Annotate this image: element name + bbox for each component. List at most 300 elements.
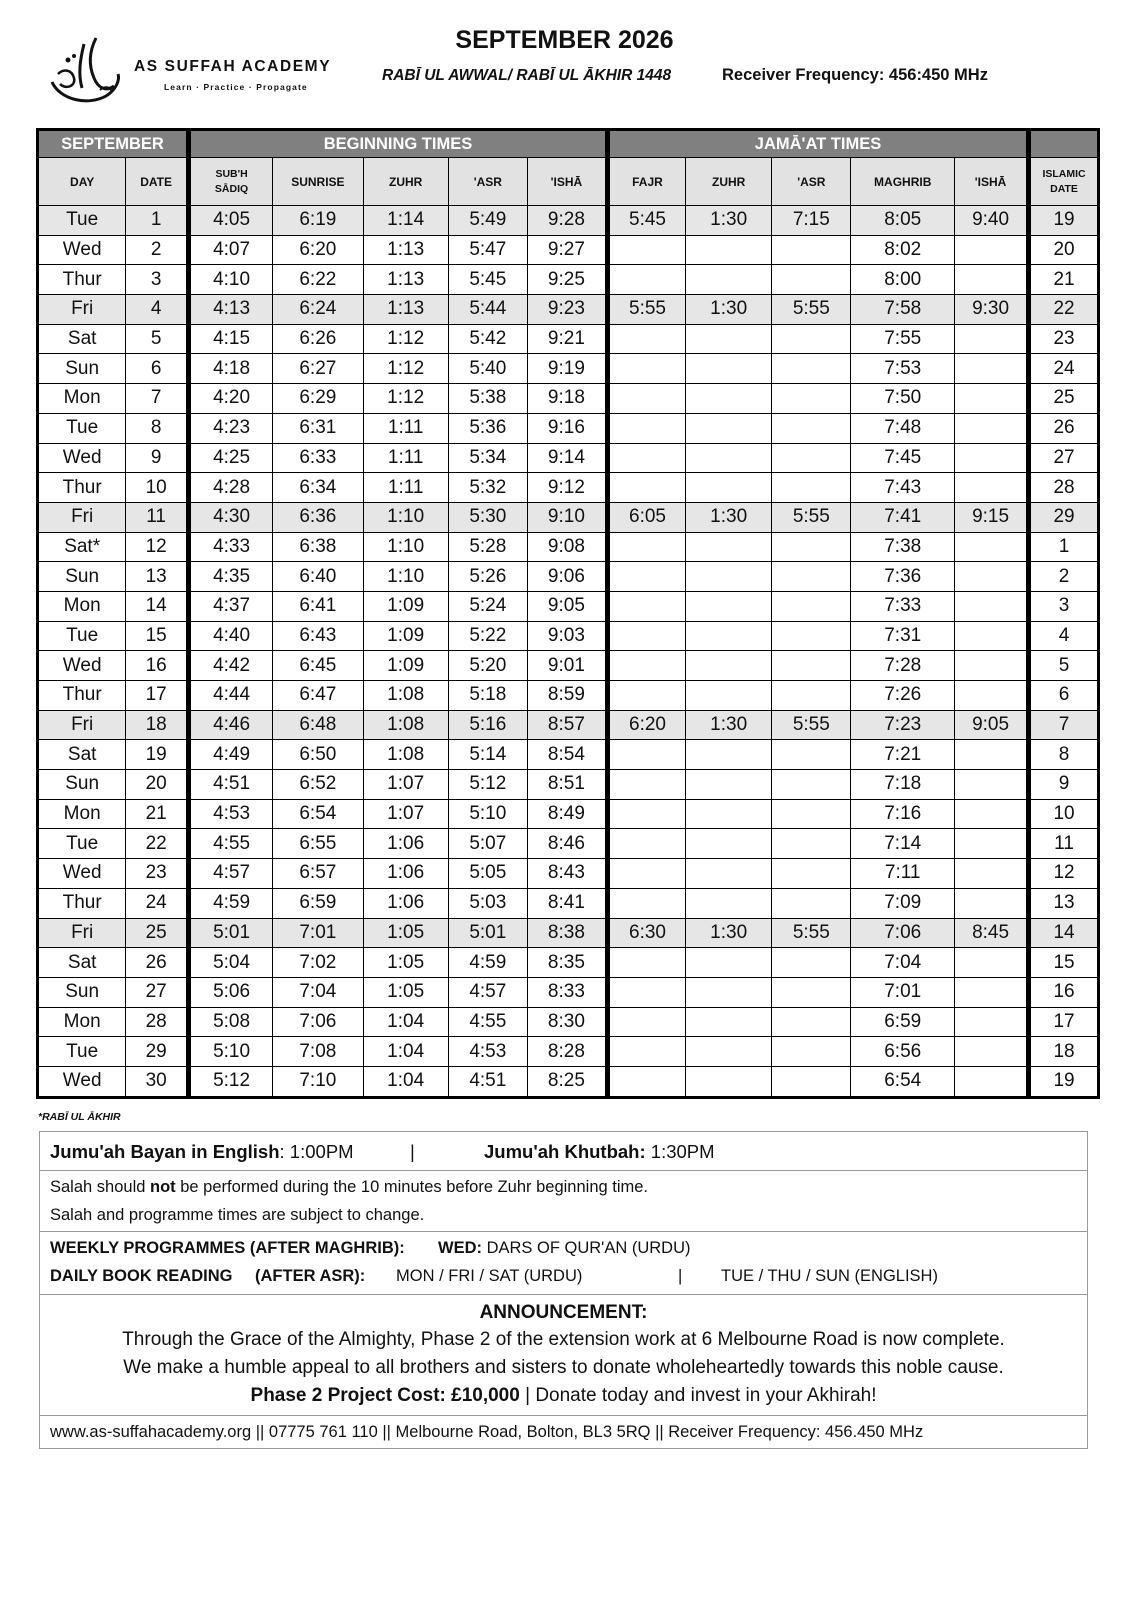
cell-j-zuhr (686, 354, 772, 384)
cell-islamic: 15 (1029, 948, 1099, 978)
cell-zuhr: 1:11 (363, 443, 448, 473)
cell-j-maghrib: 7:33 (851, 591, 955, 621)
cell-j-fajr (607, 859, 685, 889)
cell-j-maghrib: 7:23 (851, 710, 955, 740)
cell-j-fajr (607, 740, 685, 770)
cell-islamic: 8 (1029, 740, 1099, 770)
cell-sunrise: 6:52 (273, 770, 363, 800)
cell-zuhr: 1:04 (363, 1066, 448, 1097)
cell-sunrise: 6:59 (273, 888, 363, 918)
cell-sunrise: 6:33 (273, 443, 363, 473)
cell-j-zuhr (686, 770, 772, 800)
cell-zuhr: 1:08 (363, 710, 448, 740)
programmes-section (40, 1232, 1087, 1295)
cell-date: 18 (126, 710, 189, 740)
cell-sunrise: 6:26 (273, 324, 363, 354)
cell-j-asr (772, 443, 851, 473)
cell-subh: 4:25 (188, 443, 272, 473)
col-isha: 'ISHĀ (527, 158, 607, 206)
cell-day: Mon (38, 799, 126, 829)
cell-isha: 9:25 (527, 265, 607, 295)
cell-j-asr: 5:55 (772, 710, 851, 740)
cell-j-fajr (607, 532, 685, 562)
cell-islamic: 3 (1029, 591, 1099, 621)
cell-sunrise: 6:29 (273, 384, 363, 414)
cell-subh: 4:53 (188, 799, 272, 829)
cell-j-fajr (607, 829, 685, 859)
cell-date: 17 (126, 681, 189, 711)
cell-sunrise: 6:38 (273, 532, 363, 562)
cell-j-maghrib: 6:54 (851, 1066, 955, 1097)
cell-zuhr: 1:05 (363, 918, 448, 948)
cell-date: 12 (126, 532, 189, 562)
cell-j-isha (955, 443, 1029, 473)
cell-islamic: 28 (1029, 473, 1099, 503)
cell-sunrise: 6:43 (273, 621, 363, 651)
cell-j-maghrib: 7:11 (851, 859, 955, 889)
cell-j-maghrib: 7:09 (851, 888, 955, 918)
cell-j-fajr (607, 770, 685, 800)
cell-zuhr: 1:11 (363, 413, 448, 443)
cell-j-zuhr (686, 799, 772, 829)
cell-asr: 5:45 (448, 265, 527, 295)
cell-j-asr (772, 888, 851, 918)
jumuah-section (40, 1132, 1087, 1171)
weekly-programmes-label: WEEKLY PROGRAMMES (AFTER MAGHRIB): (50, 1239, 405, 1257)
cell-j-fajr (607, 1037, 685, 1067)
cell-day: Tue (38, 206, 126, 236)
cell-j-fajr: 5:55 (607, 295, 685, 325)
cell-j-isha: 9:30 (955, 295, 1029, 325)
cell-zuhr: 1:09 (363, 621, 448, 651)
cell-sunrise: 6:41 (273, 591, 363, 621)
table-row (38, 740, 1099, 770)
cell-date: 24 (126, 888, 189, 918)
cell-islamic: 22 (1029, 295, 1099, 325)
cell-j-maghrib: 8:02 (851, 235, 955, 265)
cell-day: Fri (38, 710, 126, 740)
cell-j-zuhr: 1:30 (686, 918, 772, 948)
cell-asr: 5:44 (448, 295, 527, 325)
cell-j-asr (772, 621, 851, 651)
cell-zuhr: 1:05 (363, 948, 448, 978)
cell-asr: 5:16 (448, 710, 527, 740)
announcement-section (40, 1295, 1087, 1416)
cell-asr: 5:07 (448, 829, 527, 859)
cell-j-asr (772, 473, 851, 503)
cell-date: 28 (126, 1007, 189, 1037)
cell-asr: 5:22 (448, 621, 527, 651)
cell-isha: 9:21 (527, 324, 607, 354)
cell-islamic: 20 (1029, 235, 1099, 265)
cell-subh: 5:04 (188, 948, 272, 978)
cell-islamic: 29 (1029, 502, 1099, 532)
cell-subh: 4:55 (188, 829, 272, 859)
cell-sunrise: 6:55 (273, 829, 363, 859)
cell-j-zuhr: 1:30 (686, 710, 772, 740)
cell-j-asr: 5:55 (772, 502, 851, 532)
col-asr: 'ASR (448, 158, 527, 206)
footnote: *RABĪ UL ĀKHIR (38, 1111, 121, 1123)
cell-j-asr (772, 1037, 851, 1067)
cell-zuhr: 1:12 (363, 384, 448, 414)
cell-asr: 5:24 (448, 591, 527, 621)
cell-subh: 5:06 (188, 977, 272, 1007)
cell-islamic: 23 (1029, 324, 1099, 354)
cell-subh: 4:28 (188, 473, 272, 503)
cell-subh: 4:51 (188, 770, 272, 800)
cell-date: 19 (126, 740, 189, 770)
cell-islamic: 2 (1029, 562, 1099, 592)
cell-day: Fri (38, 295, 126, 325)
weekly-programme-value: WED: DARS OF QUR'AN (URDU) (438, 1239, 691, 1257)
announcement-title: ANNOUNCEMENT: (479, 1302, 648, 1323)
cell-j-asr (772, 977, 851, 1007)
cell-j-isha (955, 621, 1029, 651)
cell-j-fajr: 5:45 (607, 206, 685, 236)
cell-subh: 4:37 (188, 591, 272, 621)
table-row (38, 710, 1099, 740)
cell-zuhr: 1:08 (363, 740, 448, 770)
cell-j-isha: 9:15 (955, 502, 1029, 532)
cell-j-maghrib: 7:14 (851, 829, 955, 859)
cell-asr: 4:51 (448, 1066, 527, 1097)
cell-asr: 4:59 (448, 948, 527, 978)
cell-asr: 5:49 (448, 206, 527, 236)
cell-zuhr: 1:04 (363, 1037, 448, 1067)
cell-subh: 4:35 (188, 562, 272, 592)
cell-islamic: 4 (1029, 621, 1099, 651)
footer-contact: www.as-suffahacademy.org || 07775 761 110 || Melbourne Road, Bolton, BL3 5RQ || Receiver Frequency: 456.450 MHz (50, 1423, 924, 1441)
cell-isha: 9:19 (527, 354, 607, 384)
cell-isha: 8:54 (527, 740, 607, 770)
cell-sunrise: 7:10 (273, 1066, 363, 1097)
cell-subh: 4:10 (188, 265, 272, 295)
cell-date: 8 (126, 413, 189, 443)
cell-j-isha: 8:45 (955, 918, 1029, 948)
cell-day: Wed (38, 1066, 126, 1097)
cell-asr: 5:12 (448, 770, 527, 800)
cell-isha: 9:05 (527, 591, 607, 621)
daily-reading-urdu: MON / FRI / SAT (URDU) (396, 1267, 583, 1285)
col-jamaat-maghrib: MAGHRIB (851, 158, 955, 206)
cell-isha: 9:12 (527, 473, 607, 503)
cell-j-zuhr (686, 235, 772, 265)
cell-j-isha (955, 948, 1029, 978)
cell-isha: 9:06 (527, 562, 607, 592)
cell-sunrise: 6:31 (273, 413, 363, 443)
cell-j-maghrib: 7:45 (851, 443, 955, 473)
cell-isha: 9:18 (527, 384, 607, 414)
info-box (39, 1131, 1088, 1449)
cell-j-isha (955, 591, 1029, 621)
col-subh-sadiq: SUB'H SĀDIQ (188, 158, 272, 206)
table-row (38, 532, 1099, 562)
cell-day: Fri (38, 502, 126, 532)
table-row (38, 384, 1099, 414)
cell-j-zuhr (686, 591, 772, 621)
cell-isha: 8:57 (527, 710, 607, 740)
academy-tagline: Learn · Practice · Propagate (164, 82, 308, 92)
cell-j-maghrib: 7:06 (851, 918, 955, 948)
table-row (38, 235, 1099, 265)
cell-j-zuhr (686, 265, 772, 295)
cell-isha: 9:08 (527, 532, 607, 562)
cell-subh: 4:15 (188, 324, 272, 354)
table-row (38, 265, 1099, 295)
cell-isha: 9:27 (527, 235, 607, 265)
cell-zuhr: 1:10 (363, 532, 448, 562)
cell-j-isha (955, 770, 1029, 800)
table-row (38, 651, 1099, 681)
cell-j-asr (772, 265, 851, 295)
cell-sunrise: 6:20 (273, 235, 363, 265)
cell-j-asr (772, 235, 851, 265)
cell-j-isha (955, 413, 1029, 443)
cell-date: 1 (126, 206, 189, 236)
cell-j-zuhr (686, 621, 772, 651)
cell-zuhr: 1:12 (363, 324, 448, 354)
cell-j-asr: 5:55 (772, 918, 851, 948)
prayer-timetable (36, 128, 1100, 1099)
cell-j-isha (955, 265, 1029, 295)
table-row (38, 1037, 1099, 1067)
cell-isha: 8:33 (527, 977, 607, 1007)
cell-sunrise: 6:36 (273, 502, 363, 532)
cell-day: Sat (38, 740, 126, 770)
announcement-cost: Phase 2 Project Cost: £10,000 | Donate today and invest in your Akhirah! (250, 1385, 877, 1406)
cell-asr: 5:30 (448, 502, 527, 532)
cell-j-fajr (607, 413, 685, 443)
cell-j-fajr (607, 681, 685, 711)
cell-zuhr: 1:08 (363, 681, 448, 711)
cell-zuhr: 1:06 (363, 829, 448, 859)
cell-j-fajr (607, 1007, 685, 1037)
cell-j-zuhr (686, 829, 772, 859)
cell-j-isha (955, 651, 1029, 681)
col-sunrise: SUNRISE (273, 158, 363, 206)
announcement-line-1: Through the Grace of the Almighty, Phase 2 of the extension work at 6 Melbourne Road is now complete. (122, 1329, 1005, 1350)
cell-j-maghrib: 7:38 (851, 532, 955, 562)
cell-zuhr: 1:04 (363, 1007, 448, 1037)
cell-j-asr (772, 740, 851, 770)
cell-j-fajr (607, 888, 685, 918)
cell-day: Wed (38, 235, 126, 265)
table-row (38, 918, 1099, 948)
cell-isha: 9:03 (527, 621, 607, 651)
cell-j-asr (772, 1007, 851, 1037)
cell-j-zuhr (686, 888, 772, 918)
cell-date: 27 (126, 977, 189, 1007)
cell-j-zuhr (686, 473, 772, 503)
cell-isha: 9:01 (527, 651, 607, 681)
cell-zuhr: 1:10 (363, 562, 448, 592)
col-zuhr: ZUHR (363, 158, 448, 206)
cell-subh: 4:49 (188, 740, 272, 770)
cell-j-maghrib: 7:43 (851, 473, 955, 503)
cell-date: 14 (126, 591, 189, 621)
cell-isha: 9:10 (527, 502, 607, 532)
footer-section (40, 1416, 1087, 1448)
cell-day: Sat (38, 948, 126, 978)
cell-subh: 4:42 (188, 651, 272, 681)
cell-zuhr: 1:13 (363, 265, 448, 295)
cell-j-zuhr (686, 324, 772, 354)
cell-j-maghrib: 8:00 (851, 265, 955, 295)
cell-isha: 8:43 (527, 859, 607, 889)
table-row (38, 354, 1099, 384)
table-row (38, 443, 1099, 473)
cell-j-maghrib: 7:48 (851, 413, 955, 443)
cell-islamic: 27 (1029, 443, 1099, 473)
jumuah-separator: | (410, 1141, 415, 1162)
cell-j-asr (772, 829, 851, 859)
cell-islamic: 9 (1029, 770, 1099, 800)
page-title: SEPTEMBER 2026 (455, 26, 674, 54)
cell-islamic: 11 (1029, 829, 1099, 859)
cell-zuhr: 1:06 (363, 859, 448, 889)
cell-isha: 9:16 (527, 413, 607, 443)
cell-asr: 5:14 (448, 740, 527, 770)
cell-j-maghrib: 6:56 (851, 1037, 955, 1067)
cell-j-zuhr (686, 532, 772, 562)
cell-date: 9 (126, 443, 189, 473)
cell-j-isha (955, 562, 1029, 592)
hijri-months: RABĪ UL AWWAL/ RABĪ UL ĀKHIR 1448 (382, 67, 672, 84)
table-row (38, 473, 1099, 503)
cell-sunrise: 7:01 (273, 918, 363, 948)
cell-date: 16 (126, 651, 189, 681)
cell-asr: 5:18 (448, 681, 527, 711)
cell-date: 29 (126, 1037, 189, 1067)
cell-j-fajr (607, 235, 685, 265)
cell-j-isha (955, 235, 1029, 265)
cell-isha: 9:23 (527, 295, 607, 325)
table-row (38, 681, 1099, 711)
cell-zuhr: 1:05 (363, 977, 448, 1007)
cell-day: Mon (38, 591, 126, 621)
cell-j-fajr (607, 384, 685, 414)
cell-day: Mon (38, 384, 126, 414)
table-row (38, 888, 1099, 918)
cell-sunrise: 6:22 (273, 265, 363, 295)
cell-j-asr (772, 591, 851, 621)
cell-asr: 4:57 (448, 977, 527, 1007)
cell-j-zuhr (686, 977, 772, 1007)
table-row (38, 295, 1099, 325)
cell-j-asr (772, 562, 851, 592)
cell-day: Thur (38, 681, 126, 711)
cell-day: Thur (38, 265, 126, 295)
col-date: DATE (126, 158, 189, 206)
cell-j-asr (772, 859, 851, 889)
cell-day: Wed (38, 443, 126, 473)
cell-day: Sun (38, 977, 126, 1007)
daily-reading-label: DAILY BOOK READING (50, 1267, 233, 1285)
cell-day: Sun (38, 770, 126, 800)
cell-asr: 5:03 (448, 888, 527, 918)
cell-j-asr (772, 413, 851, 443)
cell-date: 7 (126, 384, 189, 414)
cell-isha: 8:28 (527, 1037, 607, 1067)
cell-j-asr (772, 651, 851, 681)
cell-j-fajr (607, 977, 685, 1007)
table-row (38, 977, 1099, 1007)
cell-j-maghrib: 7:31 (851, 621, 955, 651)
cell-date: 11 (126, 502, 189, 532)
table-row (38, 206, 1099, 236)
cell-j-asr (772, 1066, 851, 1097)
group-beginning-times: BEGINNING TIMES (188, 130, 607, 158)
cell-j-isha (955, 1007, 1029, 1037)
cell-subh: 4:30 (188, 502, 272, 532)
cell-date: 2 (126, 235, 189, 265)
cell-zuhr: 1:10 (363, 502, 448, 532)
cell-j-maghrib: 7:28 (851, 651, 955, 681)
cell-j-fajr (607, 562, 685, 592)
receiver-frequency: Receiver Frequency: 456:450 MHz (722, 66, 988, 84)
cell-sunrise: 6:48 (273, 710, 363, 740)
cell-zuhr: 1:07 (363, 799, 448, 829)
cell-day: Thur (38, 473, 126, 503)
cell-j-zuhr (686, 1037, 772, 1067)
cell-zuhr: 1:07 (363, 770, 448, 800)
cell-j-fajr (607, 591, 685, 621)
cell-day: Sat* (38, 532, 126, 562)
cell-j-isha (955, 1066, 1029, 1097)
cell-j-asr (772, 681, 851, 711)
cell-islamic: 5 (1029, 651, 1099, 681)
cell-j-fajr: 6:30 (607, 918, 685, 948)
table-row (38, 948, 1099, 978)
cell-islamic: 6 (1029, 681, 1099, 711)
cell-j-maghrib: 7:21 (851, 740, 955, 770)
cell-j-isha: 9:05 (955, 710, 1029, 740)
table-row (38, 621, 1099, 651)
cell-j-maghrib: 7:36 (851, 562, 955, 592)
cell-sunrise: 6:57 (273, 859, 363, 889)
cell-day: Tue (38, 621, 126, 651)
cell-j-zuhr (686, 681, 772, 711)
cell-j-maghrib: 7:41 (851, 502, 955, 532)
cell-zuhr: 1:12 (363, 354, 448, 384)
cell-j-isha (955, 859, 1029, 889)
cell-isha: 8:59 (527, 681, 607, 711)
group-september: SEPTEMBER (38, 130, 189, 158)
cell-sunrise: 6:54 (273, 799, 363, 829)
cell-j-isha (955, 977, 1029, 1007)
cell-islamic: 26 (1029, 413, 1099, 443)
cell-j-maghrib: 7:26 (851, 681, 955, 711)
cell-islamic: 21 (1029, 265, 1099, 295)
cell-sunrise: 6:19 (273, 206, 363, 236)
cell-j-zuhr (686, 562, 772, 592)
cell-j-zuhr (686, 384, 772, 414)
table-row (38, 1066, 1099, 1097)
cell-j-zuhr (686, 1007, 772, 1037)
cell-j-isha (955, 799, 1029, 829)
cell-date: 13 (126, 562, 189, 592)
subject-to-change-note: Salah and programme times are subject to change. (50, 1206, 425, 1224)
cell-islamic: 19 (1029, 1066, 1099, 1097)
cell-date: 30 (126, 1066, 189, 1097)
cell-date: 23 (126, 859, 189, 889)
cell-j-fajr (607, 1066, 685, 1097)
cell-isha: 8:49 (527, 799, 607, 829)
cell-j-zuhr: 1:30 (686, 295, 772, 325)
cell-day: Tue (38, 1037, 126, 1067)
cell-subh: 4:44 (188, 681, 272, 711)
